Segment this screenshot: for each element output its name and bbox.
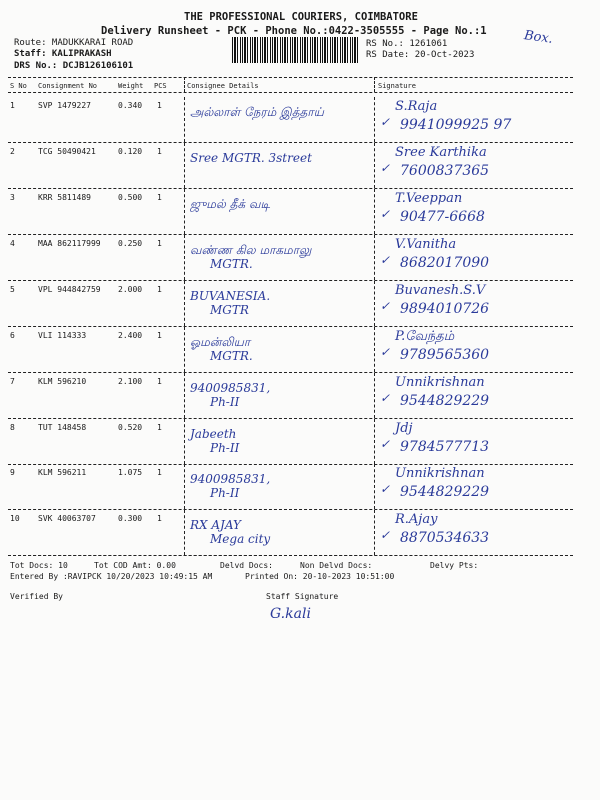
col-divider [184, 143, 185, 188]
row-consignee-line2: MGTR [210, 303, 249, 317]
delvd-docs: Delvd Docs: [220, 561, 273, 570]
row-consignee-line2: Ph-II [210, 395, 240, 409]
row-consignee-line2: MGTR. [210, 257, 253, 271]
footer-rule [8, 555, 573, 556]
box-note: Box. [523, 28, 554, 47]
row-pcs: 1 [157, 285, 162, 294]
verified-by: Verified By [10, 592, 63, 601]
row-consignee: 9400985831, [190, 381, 271, 395]
row-signature: Unnikrishnan [395, 466, 485, 481]
row-phone: 8870534633 [400, 530, 490, 546]
row-consignment: TCG 50490421 [38, 147, 96, 156]
col-divider [184, 464, 185, 509]
row-signature: Unnikrishnan [395, 375, 485, 390]
col-divider [374, 97, 375, 142]
tick-mark: ✓ [380, 299, 391, 313]
table-top-rule [8, 77, 573, 78]
row-signature: R.Ajay [395, 512, 438, 527]
row-signature: Jdj [395, 421, 413, 436]
row-consignment: KLM 596211 [38, 468, 87, 477]
col-signature: Signature [378, 82, 416, 90]
col-consignee: Consignee Details [187, 82, 259, 90]
row-signature: Buvanesh.S.V [395, 283, 486, 298]
row-rule [8, 142, 573, 143]
row-phone: 90477-6668 [400, 209, 485, 225]
tick-mark: ✓ [380, 115, 391, 129]
printed-on: Printed On: 20-10-2023 10:51:00 [245, 572, 395, 581]
col-divider [184, 373, 185, 418]
row-weight: 2.400 [118, 331, 143, 340]
row-sno: 1 [10, 101, 15, 110]
row-consignee: Sree MGTR. 3street [190, 151, 312, 165]
col-consignment: Consignment No [38, 82, 98, 90]
row-pcs: 1 [157, 377, 162, 386]
col-divider [184, 281, 185, 326]
row-consignment: TUT 148458 [38, 423, 87, 432]
col-pcs: PCS [154, 82, 167, 90]
col-divider [374, 464, 375, 509]
row-consignment: SVP 1479227 [38, 101, 91, 110]
rs-number: RS No.: 1261061 [366, 39, 448, 49]
staff-signature: G.kali [270, 606, 311, 622]
row-rule [8, 326, 573, 327]
row-sno: 5 [10, 285, 15, 294]
row-consignment: VLI 114333 [38, 331, 87, 340]
col-divider [374, 419, 375, 464]
col-divider [374, 235, 375, 280]
row-consignment: MAA 862117999 [38, 239, 101, 248]
staff: Staff: KALIPRAKASH [14, 49, 112, 59]
col-sno: S No [10, 82, 27, 90]
col-divider [184, 419, 185, 464]
col-divider [374, 373, 375, 418]
barcode [232, 37, 360, 63]
col-divider [184, 97, 185, 142]
tot-cod: Tot COD Amt: 0.00 [94, 561, 176, 570]
row-phone: 9544829229 [400, 484, 490, 500]
row-consignee-line2: Ph-II [210, 441, 240, 455]
row-rule [8, 418, 573, 419]
non-delvd-docs: Non Delvd Docs: [300, 561, 373, 570]
row-signature: S.Raja [395, 99, 438, 114]
row-phone: 9789565360 [400, 347, 490, 363]
col-divider [184, 235, 185, 280]
row-weight: 1.075 [118, 468, 143, 477]
row-consignee-line2: MGTR. [210, 349, 253, 363]
rs-date: RS Date: 20-Oct-2023 [366, 50, 475, 60]
tick-mark: ✓ [380, 528, 391, 542]
row-sno: 8 [10, 423, 15, 432]
row-consignment: VPL 944842759 [38, 285, 101, 294]
row-phone: 9784577713 [400, 439, 490, 455]
row-pcs: 1 [157, 468, 162, 477]
col-divider [184, 77, 185, 92]
col-divider [374, 143, 375, 188]
row-consignee: அல்லாள் நேரம் இத்தாய் [190, 105, 324, 119]
col-divider [374, 189, 375, 234]
row-sno: 6 [10, 331, 15, 340]
row-weight: 0.300 [118, 514, 143, 523]
row-signature: V.Vanitha [395, 237, 457, 252]
route: Route: MADUKKARAI ROAD [14, 38, 134, 48]
col-divider [184, 189, 185, 234]
col-divider [374, 281, 375, 326]
row-weight: 0.250 [118, 239, 143, 248]
col-divider [374, 510, 375, 555]
row-weight: 0.520 [118, 423, 143, 432]
row-sno: 3 [10, 193, 15, 202]
row-rule [8, 372, 573, 373]
row-sno: 2 [10, 147, 15, 156]
row-pcs: 1 [157, 239, 162, 248]
row-weight: 0.120 [118, 147, 143, 156]
staff-signature-label: Staff Signature [266, 592, 339, 601]
row-consignee: BUVANESIA. [190, 289, 271, 303]
row-phone: 9941099925 97 [400, 117, 512, 133]
row-consignee-line2: Ph-II [210, 486, 240, 500]
row-pcs: 1 [157, 193, 162, 202]
tick-mark: ✓ [380, 345, 391, 359]
row-consignment: KRR 5811489 [38, 193, 91, 202]
row-sno: 10 [10, 514, 20, 523]
tick-mark: ✓ [380, 207, 391, 221]
row-phone: 7600837365 [400, 163, 490, 179]
row-signature: Sree Karthika [395, 145, 487, 160]
company-title: THE PROFESSIONAL COURIERS, COIMBATORE [184, 11, 418, 23]
row-sno: 9 [10, 468, 15, 477]
tick-mark: ✓ [380, 161, 391, 175]
row-pcs: 1 [157, 101, 162, 110]
row-phone: 9544829229 [400, 393, 490, 409]
row-rule [8, 234, 573, 235]
col-divider [374, 327, 375, 372]
row-consignee: Jabeeth [190, 427, 237, 441]
row-sno: 7 [10, 377, 15, 386]
row-pcs: 1 [157, 514, 162, 523]
col-divider [374, 77, 375, 92]
col-divider [184, 510, 185, 555]
row-pcs: 1 [157, 147, 162, 156]
tick-mark: ✓ [380, 391, 391, 405]
col-divider [184, 327, 185, 372]
row-consignee: 9400985831, [190, 472, 271, 486]
row-pcs: 1 [157, 331, 162, 340]
tick-mark: ✓ [380, 437, 391, 451]
row-phone: 8682017090 [400, 255, 490, 271]
drs-number: DRS No.: DCJB126106101 [14, 61, 134, 71]
row-pcs: 1 [157, 423, 162, 432]
row-consignee: RX AJAY [190, 518, 241, 532]
tick-mark: ✓ [380, 482, 391, 496]
table-header-rule [8, 92, 573, 93]
row-weight: 2.100 [118, 377, 143, 386]
row-signature: P.வேந்தம் [395, 329, 455, 344]
tot-docs: Tot Docs: 10 [10, 561, 68, 570]
tick-mark: ✓ [380, 253, 391, 267]
row-phone: 9894010726 [400, 301, 490, 317]
row-rule [8, 509, 573, 510]
row-consignee: ஜுமல் தீக் வடி [190, 197, 271, 211]
row-signature: T.Veeppan [395, 191, 463, 206]
row-consignee-line2: Mega city [210, 532, 271, 546]
row-consignment: KLM 596210 [38, 377, 87, 386]
row-consignment: SVK 40063707 [38, 514, 96, 523]
delvy-pts: Delvy Pts: [430, 561, 479, 570]
row-rule [8, 464, 573, 465]
row-consignee: வண்ண கில மாகமாலு [190, 243, 312, 257]
row-weight: 2.000 [118, 285, 143, 294]
runsheet-title: Delivery Runsheet - PCK - Phone No.:0422-3505555 - Page No.:1 [101, 25, 487, 37]
row-sno: 4 [10, 239, 15, 248]
col-weight: Weight [118, 82, 144, 90]
row-consignee: ஓமன்லியா [190, 335, 251, 349]
row-rule [8, 280, 573, 281]
row-weight: 0.340 [118, 101, 143, 110]
row-weight: 0.500 [118, 193, 143, 202]
row-rule [8, 188, 573, 189]
entered-by: Entered By :RAVIPCK 10/20/2023 10:49:15 AM [10, 572, 213, 581]
